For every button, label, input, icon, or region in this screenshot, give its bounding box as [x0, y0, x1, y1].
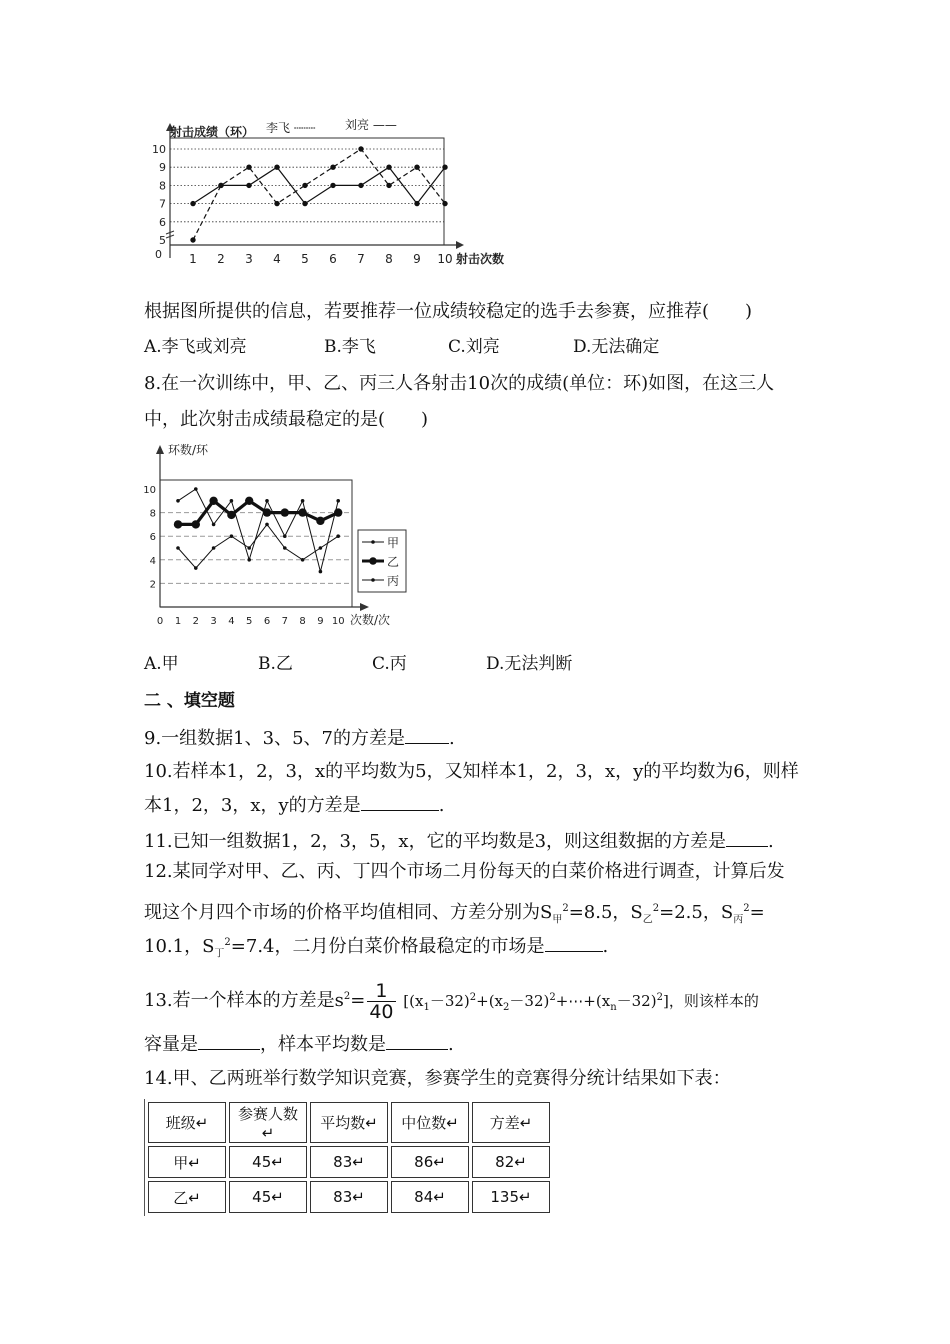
x-tick-label: 8 [385, 252, 393, 266]
three-shooters-line-chart [140, 440, 410, 635]
table-header-cell: 中位数↵ [391, 1102, 469, 1143]
answer-blank[interactable] [405, 725, 449, 744]
q7-option-c: C.刘亮 [448, 337, 500, 357]
origin-label: 0 [155, 248, 162, 261]
data-point [247, 558, 251, 562]
x-tick-label: 3 [210, 616, 217, 627]
legend-label: 乙 [387, 555, 400, 569]
question-13-line2: 容量是 ，样本平均数是 . [144, 1031, 454, 1057]
legend-marker [371, 578, 375, 582]
x-tick-label: 2 [192, 616, 199, 627]
question-12-line1: 12.某同学对甲、乙、丙、丁四个市场二月份每天的白菜价格进行调查，计算后发 [144, 861, 785, 882]
y-tick-label: 8 [159, 179, 166, 193]
x-tick-label: 3 [245, 252, 253, 266]
question-14: 14.甲、乙两班举行数学知识竞赛，参赛学生的竞赛得分统计结果如下表： [144, 1068, 731, 1089]
x-tick-label: 8 [299, 616, 306, 627]
x-tick-label: 1 [174, 616, 182, 627]
x-axis-label: 次数/次 [350, 613, 391, 627]
table-cell: 82↵ [472, 1146, 550, 1178]
data-point [274, 165, 279, 170]
legend-entry-liuliang: 刘亮 —— [345, 118, 397, 132]
series-line-liuliang [193, 167, 445, 203]
x-tick-label: 1 [189, 252, 197, 266]
table-header-row [148, 1102, 550, 1143]
question-9: 9.一组数据1、3、5、7的方差是 . [144, 725, 455, 751]
data-point [386, 183, 391, 188]
legend-entry-lifei: 李飞 ┄┄┄ [266, 121, 316, 135]
data-point [283, 546, 287, 550]
x-axis-arrow [360, 603, 369, 611]
y-tick-label: 5 [159, 234, 166, 247]
data-point [319, 570, 323, 574]
y-tick-label: 6 [159, 215, 166, 229]
x-tick-label: 5 [301, 252, 309, 266]
y-tick-label: 2 [149, 579, 156, 591]
data-point [442, 201, 447, 206]
plot-frame [160, 480, 352, 607]
data-point [263, 508, 271, 516]
question-12-line3: 10.1，$S_丁^2=7.4$，二月份白菜价格最稳定的市场是 . [144, 931, 608, 967]
x-tick-label: 9 [317, 616, 324, 627]
x-tick-label: 5 [246, 616, 253, 627]
question-7-text: 根据图所提供的信息，若要推荐一位成绩较稳定的选手去参赛，应推荐( ) [144, 301, 753, 322]
data-point [265, 499, 269, 503]
x-tick-label: 2 [217, 252, 225, 266]
section-title: 二 、填空题 [144, 691, 235, 711]
fraction: $\frac{1}{40}$ [369, 979, 394, 1023]
q7-option-b: B.李飞 [324, 337, 376, 357]
x-tick-label: 4 [228, 616, 235, 627]
x-tick-label: 10 [437, 252, 453, 266]
data-point [190, 201, 195, 206]
data-point [442, 165, 447, 170]
question-11: 11.已知一组数据1，2，3，5，x，它的平均数是3，则这组数据的方差是 . [144, 828, 774, 854]
legend-label: 甲 [387, 536, 400, 550]
data-point [212, 523, 216, 527]
x-axis-label: 射击次数 [456, 252, 505, 266]
data-point [302, 183, 307, 188]
data-point [176, 546, 180, 550]
data-point [358, 146, 363, 151]
x-tick-label: 10 [331, 616, 345, 627]
data-point [301, 558, 305, 562]
data-point [330, 183, 335, 188]
table-cell: 甲↵ [148, 1146, 226, 1178]
data-point [227, 511, 235, 519]
y-tick-label: 10 [143, 485, 156, 496]
q8-option-c: C.丙 [372, 654, 407, 674]
x-axis-arrow [456, 241, 464, 249]
data-point [298, 508, 306, 516]
legend-marker [369, 557, 377, 565]
data-point [336, 534, 340, 538]
data-point [245, 497, 253, 505]
data-point [218, 183, 223, 188]
q7-option-a: A.李飞或刘亮 [144, 337, 247, 357]
y-tick-label: 7 [159, 197, 166, 211]
data-point [334, 508, 342, 516]
data-point [386, 165, 391, 170]
data-point [194, 487, 198, 491]
data-point [414, 165, 419, 170]
legend-label: 丙 [387, 574, 400, 588]
q8-option-b: B.乙 [258, 654, 293, 674]
x-tick-label: 6 [263, 616, 271, 627]
data-point [336, 499, 340, 503]
data-point [246, 183, 251, 188]
table-cell: 45↵ [229, 1146, 307, 1178]
question-12-line2: 现这个月四个市场的价格平均值相同、方差分别为$S_甲^2=8.5$，$S_乙^2=2.5$，$S_丙^2=$ [144, 902, 765, 926]
origin-label: 0 [156, 616, 164, 627]
data-point [190, 237, 195, 242]
y-tick-label: 9 [159, 161, 166, 175]
x-tick-label: 4 [273, 252, 281, 266]
table-header-cell: 平均数↵ [310, 1102, 388, 1143]
y-axis-label: 环数/环 [168, 443, 209, 457]
data-point [212, 546, 216, 550]
shooting-score-line-chart [140, 110, 530, 275]
table-header-cell: 参赛人数↵ [229, 1102, 307, 1143]
y-tick-label: 8 [149, 508, 156, 520]
table-cell: 乙↵ [148, 1181, 226, 1213]
y-axis-arrow [156, 445, 164, 454]
answer-blank[interactable] [726, 828, 768, 847]
table-header-cell: 班级↵ [148, 1102, 226, 1143]
answer-blank[interactable] [361, 792, 439, 811]
x-tick-label: 7 [357, 252, 365, 266]
y-axis-label: 射击成绩（环） [170, 125, 255, 139]
x-tick-label: 7 [281, 616, 288, 627]
y-tick-label: 4 [149, 555, 156, 567]
x-tick-label: 6 [329, 252, 337, 266]
answer-blank[interactable] [386, 1031, 448, 1050]
data-point [247, 546, 251, 550]
data-point [274, 201, 279, 206]
table-cell: 45↵ [229, 1181, 307, 1213]
question-13-line1: 13.若一个样本的方差是$s^2=$ $\frac{1}{40}$ $[(x_1-32)^2+(x_2-32)^2+\cdots+(x_n-32)^2]$，则该样本的 [144, 979, 759, 1023]
data-point [302, 201, 307, 206]
data-point [209, 497, 217, 505]
data-point [316, 517, 324, 525]
data-point [194, 566, 198, 570]
x-tick-label: 9 [413, 252, 421, 266]
table-cell: 84↵ [391, 1181, 469, 1213]
data-point [265, 523, 269, 527]
table-cell: 86↵ [391, 1146, 469, 1178]
data-point [230, 534, 234, 538]
table-cell: 135↵ [472, 1181, 550, 1213]
answer-blank[interactable] [545, 933, 603, 952]
series-line-甲 [178, 489, 338, 572]
data-point [176, 499, 180, 503]
data-point [281, 508, 289, 516]
table-cell: 83↵ [310, 1181, 388, 1213]
y-tick-label: 6 [149, 532, 156, 544]
data-point [358, 183, 363, 188]
legend-marker [371, 540, 375, 544]
question-10-line2: 本1，2，3，x，y的方差是 . [144, 792, 444, 818]
answer-blank[interactable] [198, 1031, 260, 1050]
data-point [246, 165, 251, 170]
question-10-line1: 10.若样本1，2，3，x的平均数为5，又知样本1，2，3，x，y的平均数为6，则样 [144, 761, 799, 782]
question-8-line2: 中，此次射击成绩最稳定的是( ) [144, 409, 429, 430]
q8-option-a: A.甲 [144, 654, 179, 674]
question-8-line1: 8.在一次训练中，甲、乙、丙三人各射击10次的成绩(单位：环)如图，在这三人 [144, 373, 775, 394]
table-cell: 83↵ [310, 1146, 388, 1178]
data-point [319, 546, 323, 550]
table-row [148, 1146, 550, 1178]
data-point [230, 499, 234, 503]
data-point [174, 520, 182, 528]
data-point [330, 165, 335, 170]
data-point [283, 534, 287, 538]
q8-option-d: D.无法判断 [486, 654, 573, 674]
competition-score-table [144, 1099, 553, 1216]
table-row [148, 1181, 550, 1213]
data-point [192, 520, 200, 528]
data-point [301, 499, 305, 503]
data-point [414, 201, 419, 206]
q7-option-d: D.无法确定 [573, 337, 660, 357]
y-tick-label: 10 [152, 143, 166, 156]
table-header-cell: 方差↵ [472, 1102, 550, 1143]
